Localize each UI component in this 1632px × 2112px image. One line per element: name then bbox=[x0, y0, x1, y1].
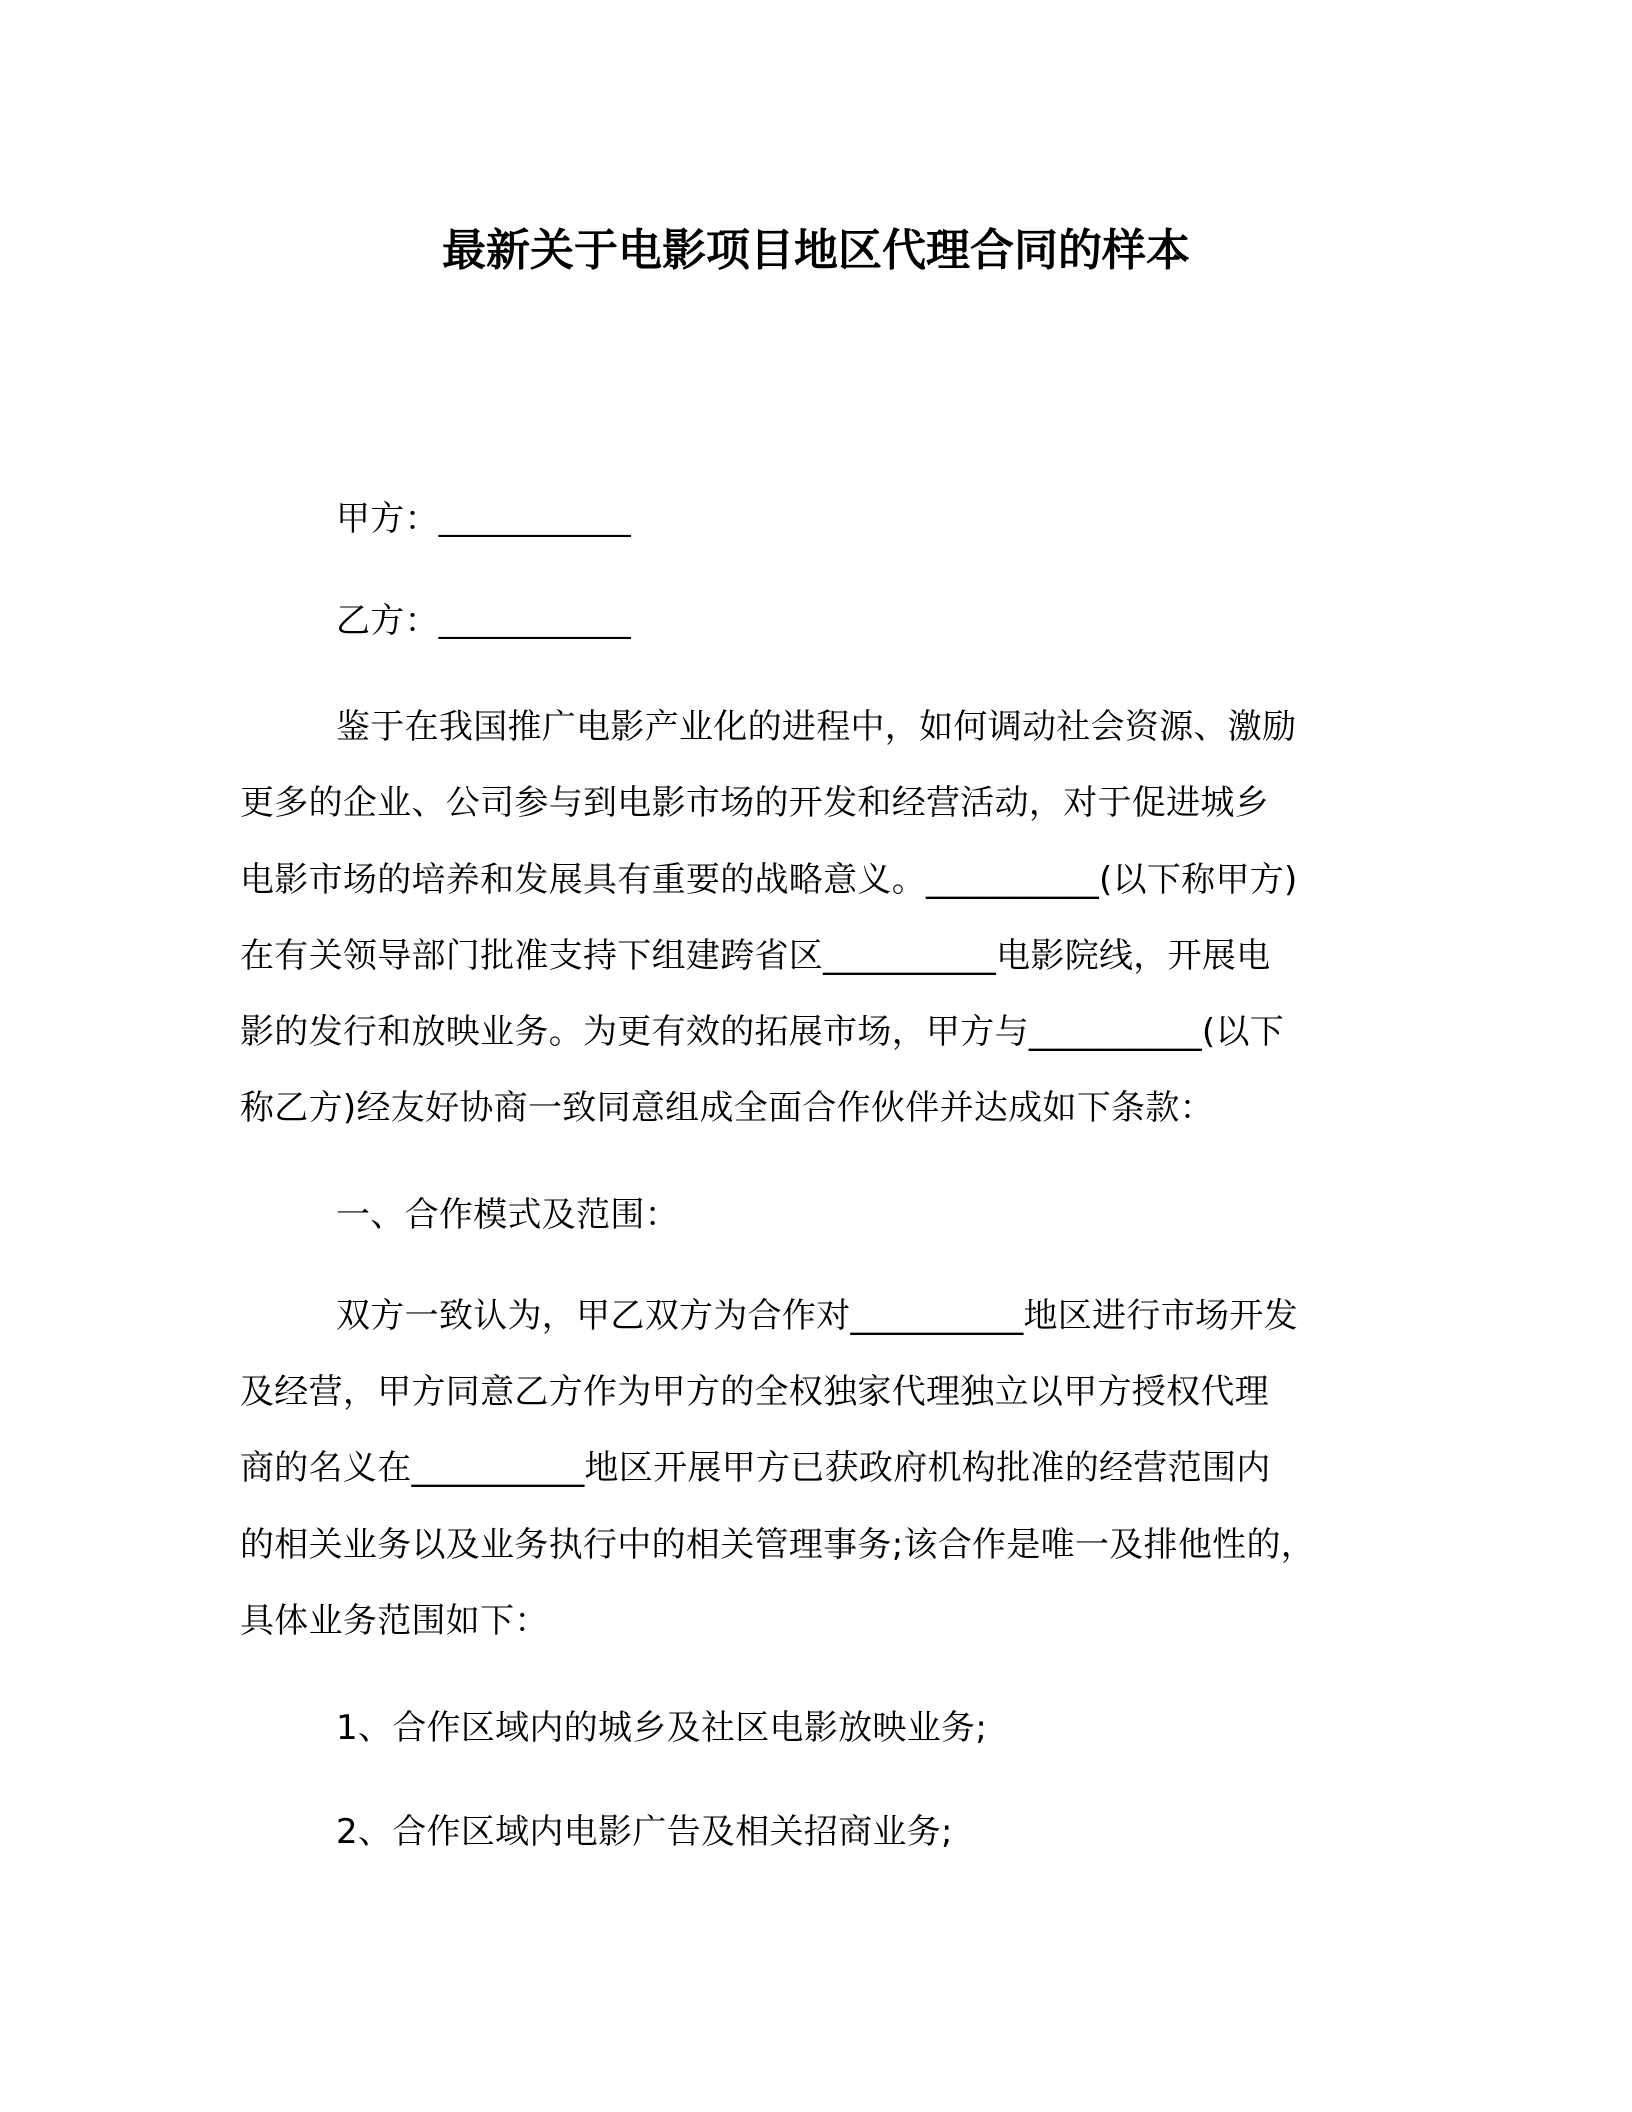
section-1-line: 及经营，甲方同意乙方作为甲方的全权独家代理独立以甲方授权代理 bbox=[240, 1372, 1269, 1412]
party-b-line bbox=[336, 599, 631, 643]
section-1-line: 双方一致认为，甲乙双方为合作对__________地区进行市场开发 bbox=[336, 1296, 1298, 1336]
section-1-line: 商的名义在__________地区开展甲方已获政府机构批准的经营范围内 bbox=[240, 1448, 1271, 1488]
party-b-blank: __________ bbox=[438, 602, 631, 640]
party-b-label: 乙方： bbox=[336, 601, 439, 641]
party-a-label: 甲方： bbox=[336, 499, 439, 539]
party-a-line bbox=[336, 497, 631, 541]
preamble-line: 电影市场的培养和发展具有重要的战略意义。__________(以下称甲方) bbox=[240, 860, 1298, 900]
preamble-line: 在有关领导部门批准支持下组建跨省区__________电影院线，开展电 bbox=[240, 936, 1271, 976]
document-title: 最新关于电影项目地区代理合同的样本 bbox=[442, 225, 1190, 276]
section-1-line: 具体业务范围如下： bbox=[240, 1601, 549, 1641]
scope-item-1: 1、合作区域内的城乡及社区电影放映业务; bbox=[336, 1708, 988, 1748]
scope-item-2: 2、合作区域内电影广告及相关招商业务; bbox=[336, 1812, 953, 1852]
section-1-line: 的相关业务以及业务执行中的相关管理事务;该合作是唯一及排他性的， bbox=[240, 1525, 1316, 1565]
section-1-heading: 一、合作模式及范围： bbox=[336, 1195, 679, 1235]
preamble-line: 影的发行和放映业务。为更有效的拓展市场，甲方与__________(以下 bbox=[240, 1012, 1285, 1052]
preamble-line: 更多的企业、公司参与到电影市场的开发和经营活动，对于促进城乡 bbox=[240, 783, 1269, 823]
preamble-line: 鉴于在我国推广电影产业化的进程中，如何调动社会资源、激励 bbox=[336, 707, 1297, 747]
preamble-line: 称乙方)经友好协商一致同意组成全面合作伙伴并达成如下条款： bbox=[240, 1088, 1214, 1128]
party-a-blank: __________ bbox=[438, 500, 631, 538]
